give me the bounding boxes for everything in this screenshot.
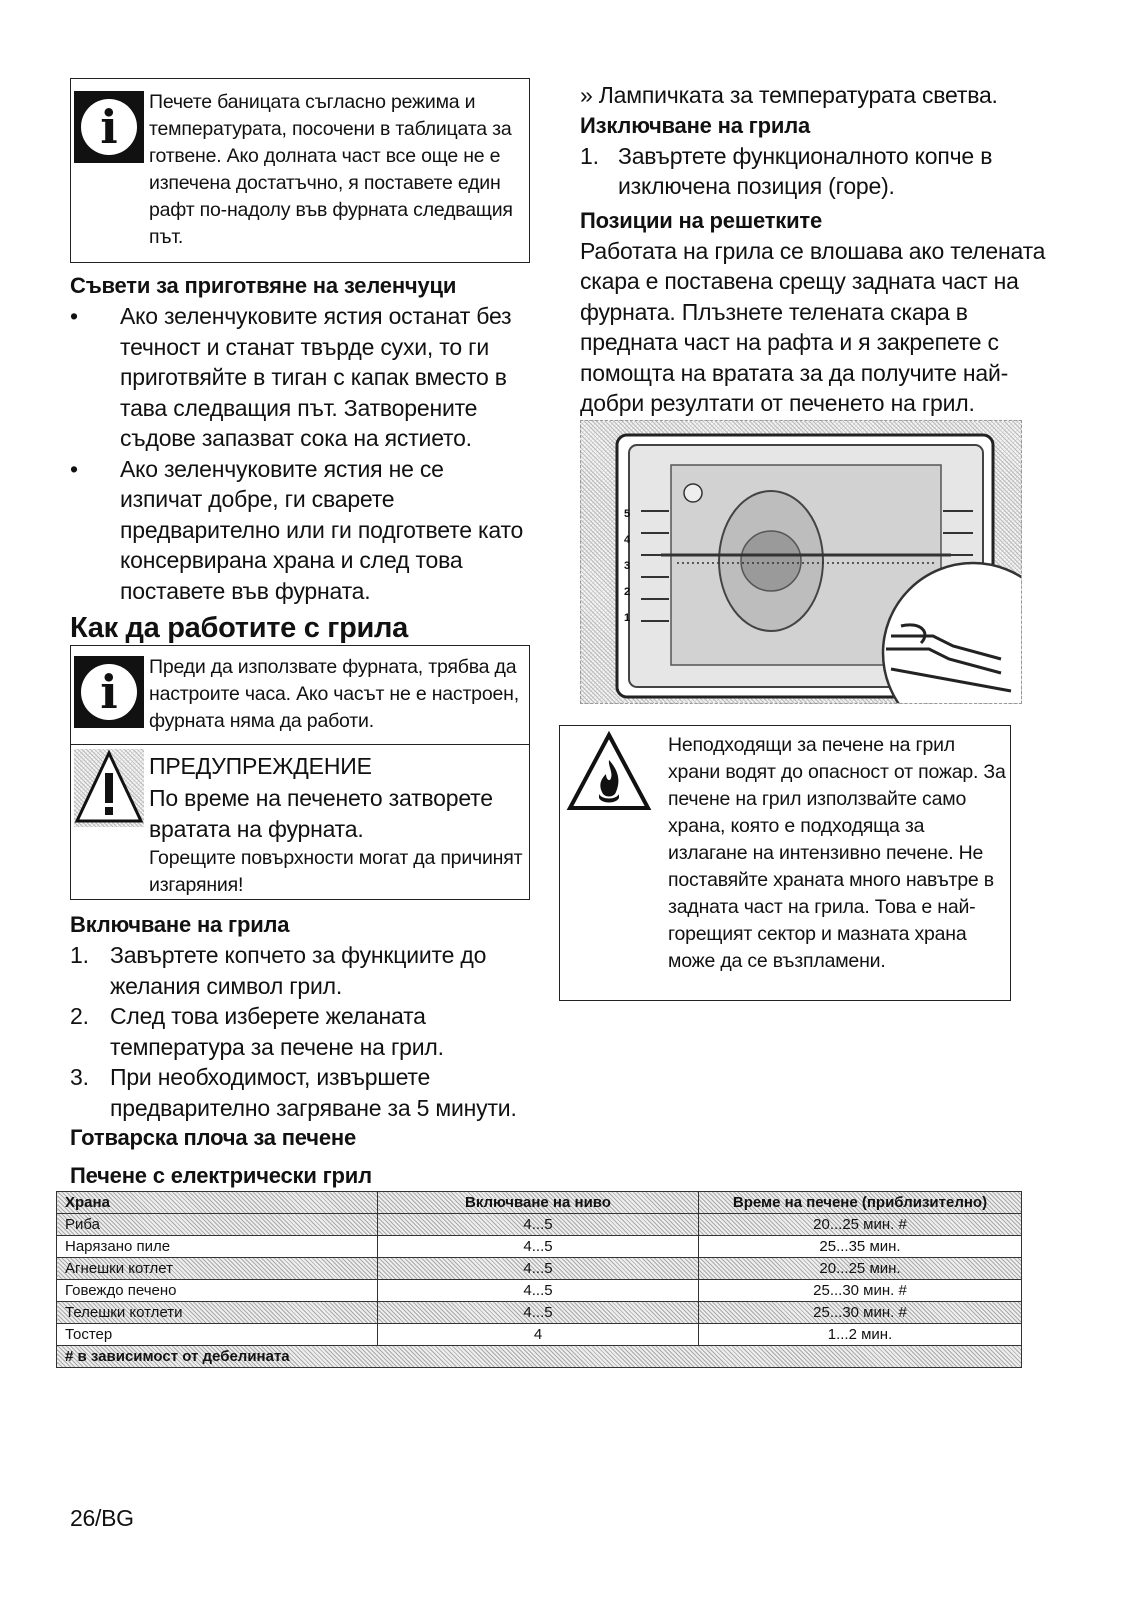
fire-hazard-icon bbox=[566, 730, 652, 816]
table-cell: 25...35 мин. bbox=[699, 1236, 1022, 1258]
warning-note bbox=[71, 745, 529, 899]
table-cell: 4...5 bbox=[378, 1280, 699, 1302]
table-footnote-row bbox=[57, 1346, 1022, 1368]
table-heading-hob: Готварска плоча за печене bbox=[70, 1125, 357, 1150]
rack-level-label: 4 bbox=[623, 534, 631, 546]
grill-off-heading: Изключване на грила bbox=[580, 112, 811, 138]
table-cell: Тостер bbox=[57, 1324, 378, 1346]
left-column bbox=[70, 78, 530, 1123]
table-heading-grill: Печене с електрически грил bbox=[70, 1163, 372, 1188]
lamp-line: » Лампичката за температурата светва. bbox=[580, 82, 998, 108]
info-note-pastry bbox=[70, 78, 530, 263]
table-cell: Риба bbox=[57, 1214, 378, 1236]
table-cell: Нарязано пиле bbox=[57, 1236, 378, 1258]
page-number: 26/BG bbox=[70, 1505, 134, 1531]
rack-level-label: 3 bbox=[623, 560, 631, 572]
fire-warning-note bbox=[559, 725, 1011, 1001]
list-item: 3. При необходимост, извършете предварително загряване за 5 минути. bbox=[70, 1064, 517, 1121]
table-cell: 4...5 bbox=[378, 1236, 699, 1258]
grill-on-heading: Включване на грила bbox=[70, 912, 290, 937]
column-header: Храна bbox=[57, 1192, 378, 1214]
table-row bbox=[57, 1302, 1022, 1324]
veg-heading: Съвети за приготвяне на зеленчуци bbox=[70, 273, 457, 298]
table-cell: 25...30 мин. # bbox=[699, 1302, 1022, 1324]
notice-group bbox=[70, 645, 530, 900]
info-note-text: Печете баницата съгласно режима и температурата, посочени в таблицата за готвене. Ако долната част все още не е изпечена достатъчно, я поставете един рафт по-надолу във фурната следващия път. bbox=[149, 91, 513, 248]
grill-on-steps bbox=[70, 940, 530, 1123]
warning-icon bbox=[74, 749, 144, 827]
list-item: 1. Завъртете копчето за функциите до желания символ грил. bbox=[70, 942, 487, 999]
table-cell: 20...25 мин. # bbox=[699, 1214, 1022, 1236]
table-cell: 4...5 bbox=[378, 1258, 699, 1280]
table-row bbox=[57, 1280, 1022, 1302]
rack-positions-heading: Позиции на решетките bbox=[580, 207, 823, 233]
column-header: Включване на ниво bbox=[378, 1192, 699, 1214]
table-footnote: # в зависимост от дебелината bbox=[57, 1346, 1022, 1368]
table-cell: Агнешки котлет bbox=[57, 1258, 378, 1280]
table-cell: 4 bbox=[378, 1324, 699, 1346]
grill-table-section bbox=[56, 1125, 1022, 1368]
grill-section-title: Как да работите с грила bbox=[70, 612, 408, 644]
table-cell: 4...5 bbox=[378, 1214, 699, 1236]
list-item: 2. След това изберете желаната температура за печене на грил. bbox=[70, 1003, 444, 1060]
warning-main-text: По време на печенето затворете вратата на фурната. bbox=[149, 785, 493, 842]
table-header-row bbox=[57, 1192, 1022, 1214]
grill-off-steps bbox=[580, 141, 1050, 202]
fire-warning-text: Неподходящи за печене на грил храни водят до опасност от пожар. За печене на грил използвайте само храна, която е подходяща за излагане на интензивно печене. Не поставяйте храната много навътре в задната част на грила. Това е най-горещият сектор и мазната храна може да се възпламени. bbox=[668, 734, 1006, 972]
table-row bbox=[57, 1324, 1022, 1346]
rack-positions-text: Работата на грила се влошава ако телената скара е поставена срещу задната част на фурната. Плъзнете телената скара в предната част на рафта и я закрепете с помощта на вратата за да получите най-добри резултати от печенето на грил. bbox=[580, 237, 1046, 416]
rack-level-label: 1 bbox=[623, 612, 631, 624]
table-row bbox=[57, 1236, 1022, 1258]
table-cell: Телешки котлети bbox=[57, 1302, 378, 1324]
info-note-text: Преди да използвате фурната, трябва да настроите часа. Ако часът не е настроен, фурната няма да работи. bbox=[149, 656, 519, 732]
rack-level-label: 5 bbox=[623, 508, 631, 520]
rack-level-labels bbox=[619, 501, 635, 631]
table-cell: 20...25 мин. bbox=[699, 1258, 1022, 1280]
list-item: 1. Завъртете функционалното копче в изключена позиция (горе). bbox=[580, 142, 993, 199]
right-column bbox=[580, 80, 1050, 419]
table-cell: Говеждо печено bbox=[57, 1280, 378, 1302]
table-row bbox=[57, 1258, 1022, 1280]
oven-rack-illustration bbox=[580, 420, 1022, 704]
table-cell: 1...2 мин. bbox=[699, 1324, 1022, 1346]
warning-sub-text: Горещите повърхности могат да причинят изгаряния! bbox=[149, 847, 523, 896]
column-header: Време на печене (приблизително) bbox=[699, 1192, 1022, 1214]
info-note-clock bbox=[71, 646, 529, 745]
info-icon: i bbox=[74, 91, 144, 163]
table-row bbox=[57, 1214, 1022, 1236]
table-cell: 4...5 bbox=[378, 1302, 699, 1324]
rack-level-label: 2 bbox=[623, 586, 631, 598]
info-icon: i bbox=[74, 656, 144, 728]
list-item: • Ако зеленчуковите ястия останат без течност и станат твърде сухи, то ги приготвяйте в тиган с капак вместо в тава следващия път. Затворените съдове запазват сока на ястието. bbox=[70, 303, 512, 451]
warning-title: ПРЕДУПРЕЖДЕНИЕ bbox=[149, 753, 372, 779]
table-cell: 25...30 мин. # bbox=[699, 1280, 1022, 1302]
list-item: • Ако зеленчуковите ястия не се изпичат добре, ги сварете предварително или ги подгответе като консервирана храна и след това поставете във фурната. bbox=[70, 455, 524, 604]
veg-tips-list bbox=[70, 301, 530, 606]
grill-cooking-table bbox=[56, 1191, 1022, 1368]
